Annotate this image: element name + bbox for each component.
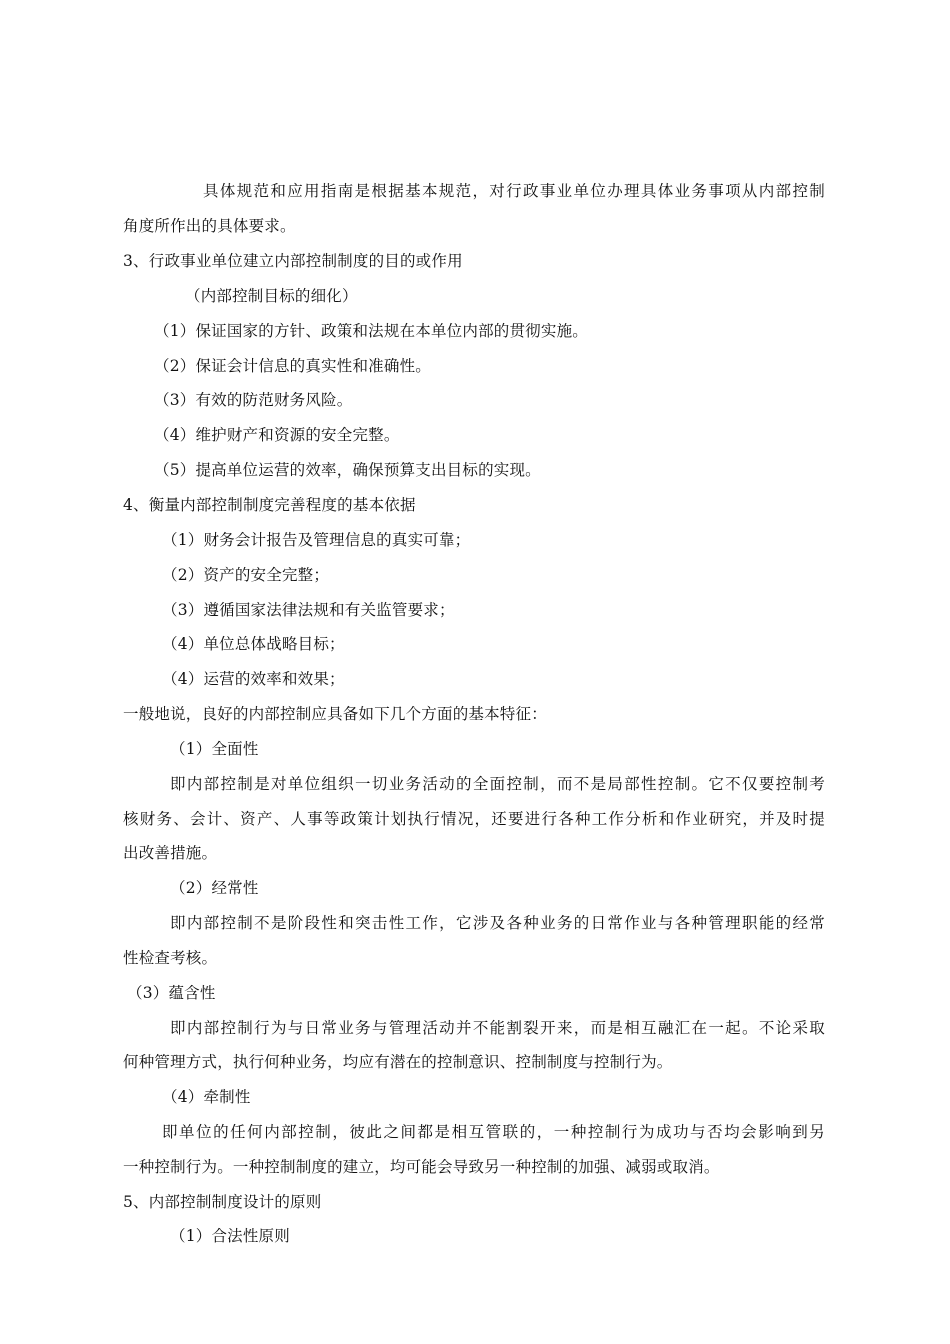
- list-item: （4）运营的效率和效果；: [162, 670, 345, 688]
- section-heading-3: 3、行政事业单位建立内部控制制度的目的或作用: [123, 252, 463, 270]
- section-heading-5: 5、内部控制制度设计的原则: [123, 1193, 322, 1211]
- general-statement: 一般地说，良好的内部控制应具备如下几个方面的基本特征：: [123, 705, 547, 723]
- feature-title: （3）蕴含性: [127, 984, 216, 1002]
- feature-title: （1）全面性: [170, 740, 259, 758]
- list-item: （1）保证国家的方针、政策和法规在本单位内部的贯彻实施。: [154, 322, 588, 340]
- feature-title: （4）牵制性: [162, 1088, 251, 1106]
- paragraph-line: 即内部控制是对单位组织一切业务活动的全面控制，而不是局部性控制。它不仅要控制考: [170, 775, 825, 793]
- list-item: （1）财务会计报告及管理信息的真实可靠；: [162, 531, 471, 549]
- section-subtitle: （内部控制目标的细化）: [185, 287, 358, 305]
- paragraph-line: 角度所作出的具体要求。: [123, 217, 296, 235]
- paragraph-line: 何种管理方式，执行何种业务，均应有潜在的控制意识、控制制度与控制行为。: [123, 1053, 673, 1071]
- paragraph-line: 性检查考核。: [123, 949, 218, 967]
- paragraph-line: 即单位的任何内部控制，彼此之间都是相互管联的，一种控制行为成功与否均会影响到另: [162, 1123, 825, 1141]
- principle-title: （1）合法性原则: [170, 1227, 290, 1245]
- list-item: （3）有效的防范财务风险。: [154, 391, 353, 409]
- list-item: （3）遵循国家法律法规和有关监管要求；: [162, 601, 455, 619]
- paragraph-line: 即内部控制不是阶段性和突击性工作，它涉及各种业务的日常作业与各种管理职能的经常: [170, 914, 825, 932]
- list-item: （4）单位总体战略目标；: [162, 635, 345, 653]
- section-heading-4: 4、衡量内部控制制度完善程度的基本依据: [123, 496, 416, 514]
- paragraph-line: 一种控制行为。一种控制制度的建立，均可能会导致另一种控制的加强、减弱或取消。: [123, 1158, 720, 1176]
- paragraph-line: 核财务、会计、资产、人事等政策计划执行情况，还要进行各种工作分析和作业研究，并及时提: [123, 810, 825, 828]
- list-item: （2）保证会计信息的真实性和准确性。: [154, 357, 431, 375]
- paragraph-line: 具体规范和应用指南是根据基本规范，对行政事业单位办理具体业务事项从内部控制: [203, 182, 825, 200]
- paragraph-line: 即内部控制行为与日常业务与管理活动并不能割裂开来，而是相互融汇在一起。不论采取: [170, 1019, 825, 1037]
- feature-title: （2）经常性: [170, 879, 259, 897]
- list-item: （2）资产的安全完整；: [162, 566, 330, 584]
- list-item: （4）维护财产和资源的安全完整。: [154, 426, 400, 444]
- paragraph-line: 出改善措施。: [123, 844, 218, 862]
- list-item: （5）提高单位运营的效率，确保预算支出目标的实现。: [154, 461, 541, 479]
